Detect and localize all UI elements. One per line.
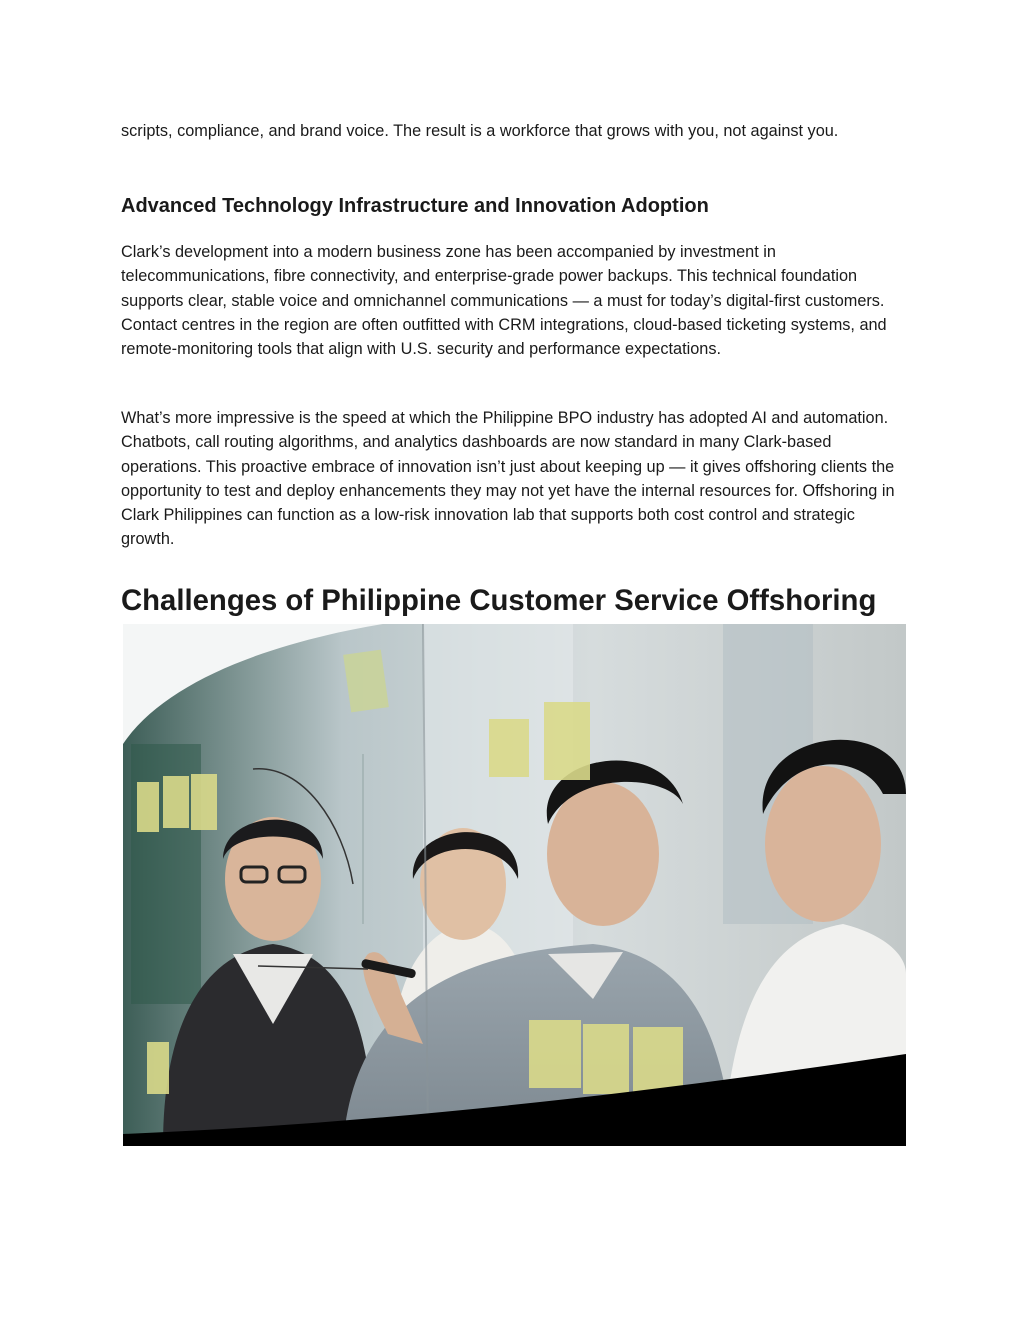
- paragraph-clark-development: Clark’s development into a modern business zone has been accompanied by investment in telecommunications, fibre connectivity, and enterprise-grade power backups. This technical foundation supports clear, stable voice and omnichannel communications — a must for today’s digital-first customers. Contact centres in the region are often outfitted with CRM integrations, cloud-based ticketing systems, and remote-monitoring tools that align with U.S. security and performance expectations.: [121, 243, 887, 359]
- photo-illustration: [123, 624, 906, 1146]
- team-brainstorm-photo: [123, 624, 906, 1146]
- paragraph-ai-automation: What’s more impressive is the speed at which the Philippine BPO industry has adopted AI and automation. Chatbots, call routing algorithms, and analytics dashboards are now standard in many Clark-based operations. This proactive embrace of innovation isn’t just about keeping up — it gives offshoring clients the opportunity to test and deploy enhancements they may not yet have the internal resources for. Offshoring in Clark Philippines can function as a low-risk innovation lab that supports both cost control and strategic growth.: [121, 409, 895, 549]
- paragraph-continued: scripts, compliance, and brand voice. The result is a workforce that grows with you, not against you.: [121, 122, 839, 140]
- heading-advanced-technology: Advanced Technology Infrastructure and Innovation Adoption: [121, 195, 709, 217]
- heading-challenges: Challenges of Philippine Customer Service Offshoring: [121, 584, 877, 617]
